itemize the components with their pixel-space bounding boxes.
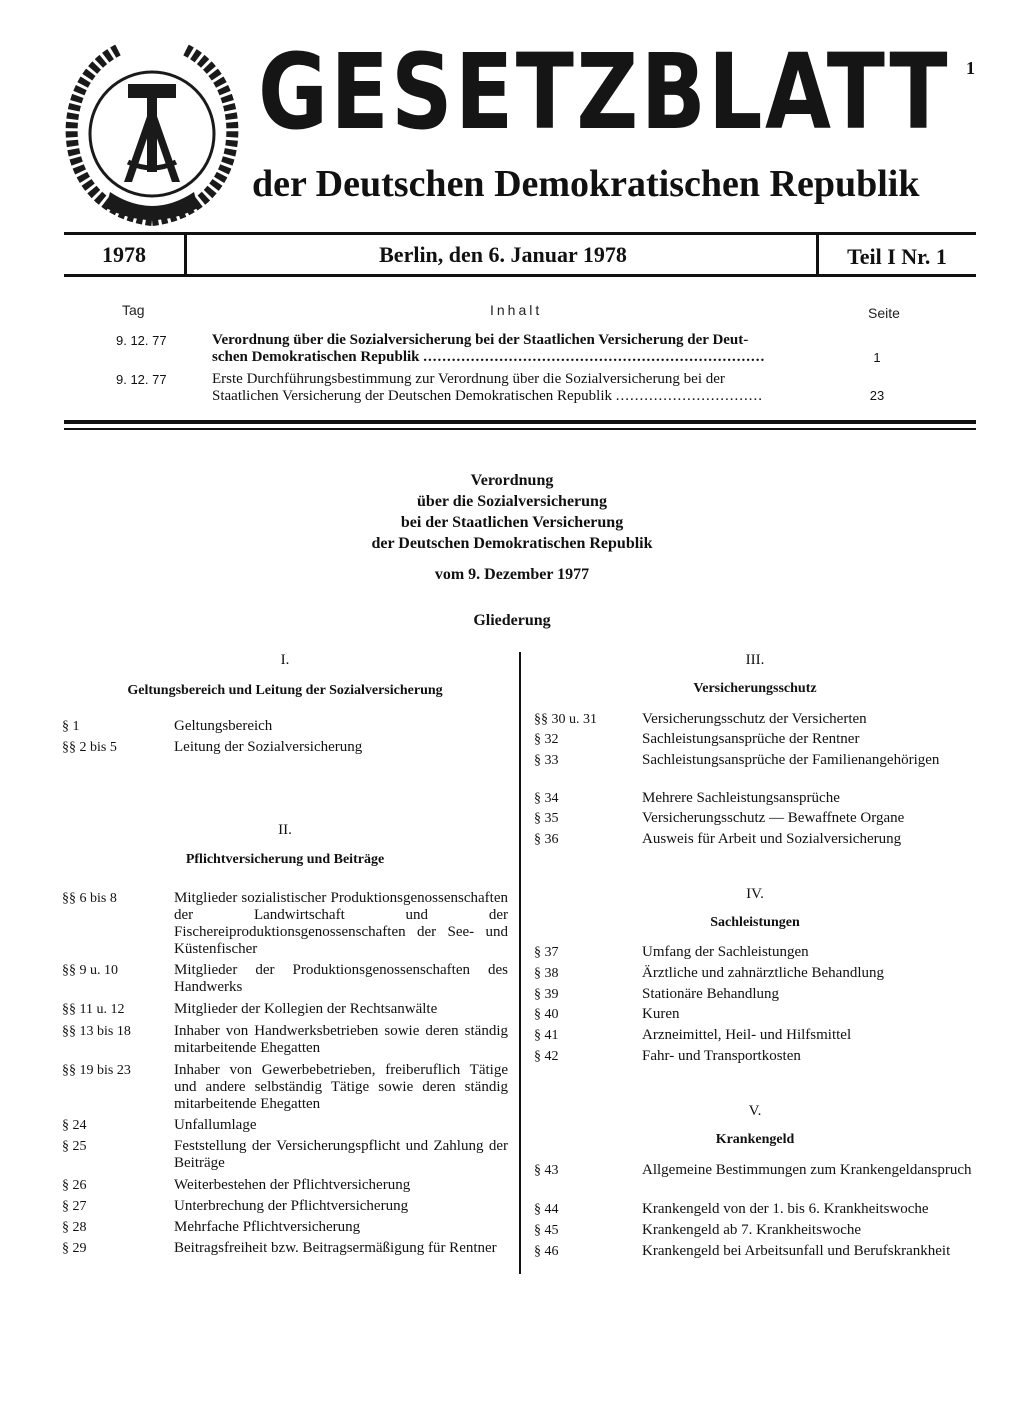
section-title: Mitglieder sozialistischer Produktionsgenossenschaften der Landwirtschaft und der Fischereiproduktionsgenossenschaften der See- und Küstenfischer [174, 890, 508, 957]
info-bar-bottom-rule [64, 274, 976, 277]
section-number: § 40 [534, 1007, 559, 1022]
info-bar-top-rule [64, 232, 976, 235]
section-number: § 33 [534, 753, 559, 768]
section-title: Mehrfache Pflichtversicherung [174, 1219, 361, 1235]
section-number: § 37 [534, 945, 559, 960]
part-numeral: V. [748, 1103, 762, 1119]
section-number: § 29 [62, 1241, 87, 1256]
outline-title: Gliederung [473, 612, 551, 629]
toc-entry-line-text: schen Demokratischen Republik [212, 349, 420, 365]
section-number: § 26 [62, 1178, 87, 1193]
section-title: Allgemeine Bestimmungen zum Krankengeldanspruch [642, 1162, 972, 1178]
section-number: § 36 [534, 832, 559, 847]
section-title: Versicherungsschutz der Versicherten [642, 711, 867, 727]
contents-date-label: Tag [122, 302, 145, 318]
part-title: Sachleistungen [710, 915, 800, 930]
section-title: Mitglieder der Kollegien der Rechtsanwälte [174, 1001, 438, 1017]
ordinance-title-line: bei der Staatlichen Versicherung [400, 514, 624, 531]
section-title: Mehrere Sachleistungsansprüche [642, 790, 840, 806]
section-title: Geltungsbereich [174, 718, 273, 734]
part-numeral: IV. [746, 886, 764, 902]
section-number: § 25 [62, 1139, 87, 1154]
part-numeral: II. [278, 822, 292, 838]
issue-year: 1978 [102, 242, 146, 267]
section-number: § 42 [534, 1049, 559, 1064]
section-title: Krankengeld bei Arbeitsunfall und Berufskrankheit [642, 1243, 951, 1259]
ordinance-title-line: Verordnung [470, 472, 554, 489]
section-title: Ausweis für Arbeit und Sozialversicherung [642, 831, 902, 847]
section-title: Weiterbestehen der Pflichtversicherung [174, 1177, 411, 1193]
section-title: Sachleistungsansprüche der Familienangehörigen [642, 752, 940, 768]
section-number: § 35 [534, 811, 559, 826]
section-number: § 46 [534, 1244, 559, 1259]
toc-entry-date: 9. 12. 77 [116, 372, 167, 387]
section-number: § 27 [62, 1199, 87, 1214]
toc-entry-line [212, 349, 830, 366]
section-number: § 24 [62, 1118, 87, 1133]
section-title: Inhaber von Handwerksbetrieben sowie deren ständig mitarbeitende Ehegatten [174, 1023, 508, 1056]
part-title: Versicherungsschutz [693, 681, 817, 696]
issue-place-date: Berlin, den 6. Januar 1978 [379, 242, 627, 267]
section-title: Inhaber von Gewerbebetrieben, freiberuflich Tätige und andere selbständig Tätige sowie deren ständig mitarbeitende Ehegatten [174, 1062, 508, 1112]
section-number: § 39 [534, 987, 559, 1002]
section-number: § 38 [534, 966, 559, 981]
toc-leader: ............................... [615, 388, 764, 404]
toc-entry-page: 23 [869, 388, 885, 403]
toc-entry-line: Verordnung über die Sozialversicherung bei der Staatlichen Versicherung der Deut- [212, 332, 749, 348]
section-number: §§ 30 u. 31 [534, 712, 597, 727]
part-title: Krankengeld [715, 1132, 795, 1147]
section-title: Umfang der Sachleistungen [642, 944, 809, 960]
section-number: § 1 [62, 719, 80, 734]
contents-double-rule [64, 420, 976, 424]
section-title: Feststellung der Versicherungspflicht und Zahlung der Beiträge [174, 1138, 508, 1171]
section-number: § 43 [534, 1163, 559, 1178]
column-divider [519, 652, 521, 1274]
toc-entry-page: 1 [873, 350, 881, 365]
contents-title: Inhalt [490, 302, 543, 318]
info-bar-divider [184, 234, 187, 276]
ddr-state-emblem-icon [58, 42, 246, 232]
section-number: § 44 [534, 1202, 559, 1217]
section-number: §§ 11 u. 12 [62, 1002, 125, 1017]
section-title: Leitung der Sozialversicherung [174, 739, 363, 755]
section-title: Krankengeld von der 1. bis 6. Krankheitswoche [642, 1201, 929, 1217]
part-title: Pflichtversicherung und Beiträge [185, 852, 385, 867]
toc-entry-line [212, 388, 830, 405]
section-title: Unterbrechung der Pflichtversicherung [174, 1198, 409, 1214]
masthead-subtitle: der Deutschen Demokratischen Republik [252, 163, 920, 205]
ordinance-title-line: der Deutschen Demokratischen Republik [371, 535, 653, 552]
section-number: §§ 2 bis 5 [62, 740, 117, 755]
part-numeral: III. [745, 652, 765, 668]
section-number: § 41 [534, 1028, 559, 1043]
page-number: 1 [966, 58, 975, 78]
toc-entry-line: Erste Durchführungsbestimmung zur Verordnung über die Sozialversicherung bei der [212, 371, 725, 387]
masthead-title: GESETZBLATT [258, 31, 951, 153]
section-title: Unfallumlage [174, 1117, 257, 1133]
section-title: Sachleistungsansprüche der Rentner [642, 731, 860, 747]
section-number: §§ 6 bis 8 [62, 891, 117, 906]
part-title: Geltungsbereich und Leitung der Sozialversicherung [127, 683, 443, 698]
info-bar-divider [816, 234, 819, 276]
ordinance-date: vom 9. Dezember 1977 [434, 566, 590, 583]
section-number: § 32 [534, 732, 559, 747]
section-title: Beitragsfreiheit bzw. Beitragsermäßigung für Rentner [174, 1240, 497, 1256]
section-title: Kuren [642, 1006, 680, 1022]
section-number: § 45 [534, 1223, 559, 1238]
section-title: Arzneimittel, Heil- und Hilfsmittel [642, 1027, 852, 1043]
section-title: Mitglieder der Produktionsgenossenschaften des Handwerks [174, 962, 508, 995]
contents-double-rule [64, 428, 976, 430]
toc-entry-title [212, 332, 830, 366]
contents-page-label: Seite [868, 305, 900, 321]
section-number: §§ 9 u. 10 [62, 963, 118, 978]
toc-entry-title [212, 371, 830, 405]
section-number: §§ 13 bis 18 [62, 1024, 131, 1039]
section-title: Krankengeld ab 7. Krankheitswoche [642, 1222, 862, 1238]
section-number: § 28 [62, 1220, 87, 1235]
section-number: § 34 [534, 791, 559, 806]
issue-part: Teil I Nr. 1 [847, 244, 947, 269]
toc-entry-line-text: Staatlichen Versicherung der Deutschen Demokratischen Republik [212, 388, 613, 404]
section-number: §§ 19 bis 23 [62, 1063, 131, 1078]
section-title: Fahr- und Transportkosten [642, 1048, 801, 1064]
part-numeral: I. [280, 652, 290, 668]
ordinance-title-line: über die Sozialversicherung [417, 493, 607, 510]
toc-leader: ........................................................................ [423, 349, 766, 365]
section-title: Versicherungsschutz — Bewaffnete Organe [642, 810, 905, 826]
section-title: Stationäre Behandlung [642, 986, 780, 1002]
section-title: Ärztliche und zahnärztliche Behandlung [642, 965, 884, 981]
toc-entry-date: 9. 12. 77 [116, 333, 167, 348]
